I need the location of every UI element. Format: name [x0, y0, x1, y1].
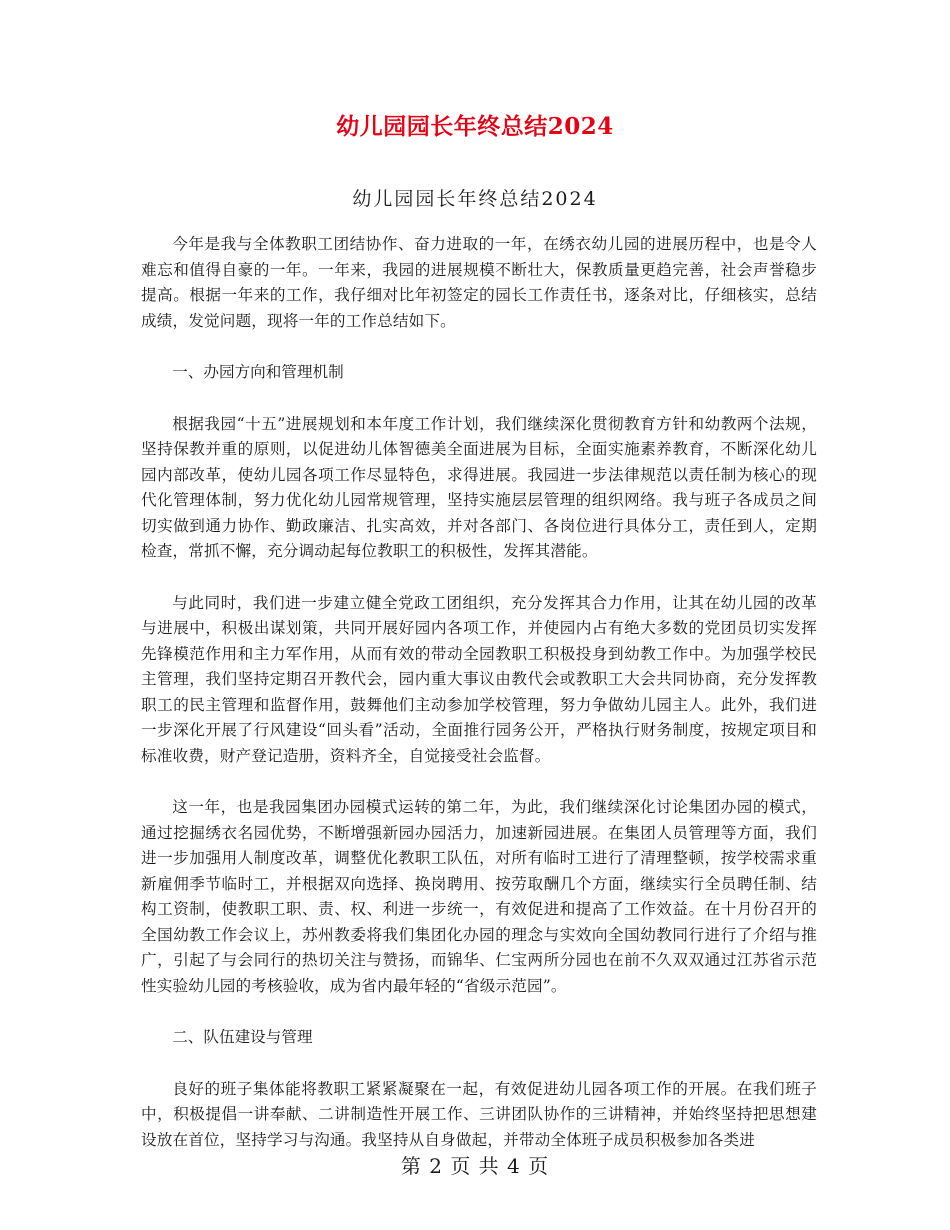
document-subtitle: 幼儿园园长年终总结2024: [352, 188, 598, 210]
body-paragraph: 良好的班子集体能将教职工紧紧凝聚在一起，有效促进幼儿园各项工作的开展。在我们班子中，积极提倡一讲奉献、二讲制造性开展工作、三讲团队协作的三讲精神，并始终坚持把思想建设放在首位，坚持学习与沟通。我坚持从自身做起，并带动全体班子成员积极参加各类进: [141, 1079, 817, 1149]
document-title: 幼儿园园长年终总结2024: [336, 113, 614, 140]
section-heading-2: 二、队伍建设与管理: [172, 1028, 313, 1046]
intro-paragraph: 今年是我与全体教职工团结协作、奋力进取的一年，在绣衣幼儿园的进展历程中，也是令人难忘和值得自豪的一年。一年来，我园的进展规模不断壮大，保教质量更趋完善，社会声誉稳步提高。根据一年来的工作，我仔细对比年初签定的园长工作责任书，逐条对比，仔细核实，总结成绩，发觉问题，现将一年的工作总结如下。: [141, 235, 817, 330]
body-paragraph: 这一年，也是我园集团办园模式运转的第二年，为此，我们继续深化讨论集团办园的模式，通过挖掘绣衣名园优势，不断增强新园办园活力，加速新园进展。在集团人员管理等方面，我们进一步加强用人制度改革，调整优化教职工队伍，对所有临时工进行了清理整顿，按学校需求重新雇佣季节临时工，并根据双向选择、换岗聘用、按劳取酬几个方面，继续实行全员聘任制、结构工资制，使教职工职、责、权、利进一步统一，有效促进和提高了工作效益。在十月份召开的全国幼教工作会议上，苏州教委将我们集团化办园的理念与实效向全国幼教同行进行了介绍与推广，引起了与会同行的热切关注与赞扬，而锦华、仁宝两所分园也在前不久双双通过江苏省示范性实验幼儿园的考核验收，成为省内最年轻的“省级示范园”。: [141, 798, 817, 995]
body-paragraph: 与此同时，我们进一步建立健全党政工团组织，充分发挥其合力作用，让其在幼儿园的改革与进展中，积极出谋划策，共同开展好园内各项工作，并使园内占有绝大多数的党团员切实发挥先锋模范作用和主力军作用，从而有效的带动全园教职工积极投身到幼教工作中。为加强学校民主管理，我们坚持定期召开教代会，园内重大事议由教代会或教职工大会共同协商，充分发挥教职工的民主管理和监督作用，鼓舞他们主动参加学校管理，努力争做幼儿园主人。此外，我们进一步深化开展了行风建设“回头看”活动，全面推行园务公开，严格执行财务制度，按规定项目和标准收费，财产登记造册，资料齐全，自觉接受社会监督。: [141, 593, 817, 765]
page-number-footer: 第 2 页 共 4 页: [400, 1154, 550, 1178]
body-paragraph: 根据我园“十五”进展规划和本年度工作计划，我们继续深化贯彻教育方针和幼教两个法规，坚持保教并重的原则，以促进幼儿体智德美全面进展为目标，全面实施素养教育，不断深化幼儿园内部改革，使幼儿园各项工作尽显特色，求得进展。我园进一步法律规范以责任制为核心的现代化管理体制，努力优化幼儿园常规管理，坚持实施层层管理的组织网络。我与班子各成员之间切实做到通力协作、勤政廉洁、扎实高效，并对各部门、各岗位进行具体分工，责任到人，定期检查，常抓不懈，充分调动起每位教职工的积极性，发挥其潜能。: [141, 414, 817, 560]
document-body: [141, 232, 817, 1179]
section-heading-1: 一、办园方向和管理机制: [172, 363, 344, 381]
